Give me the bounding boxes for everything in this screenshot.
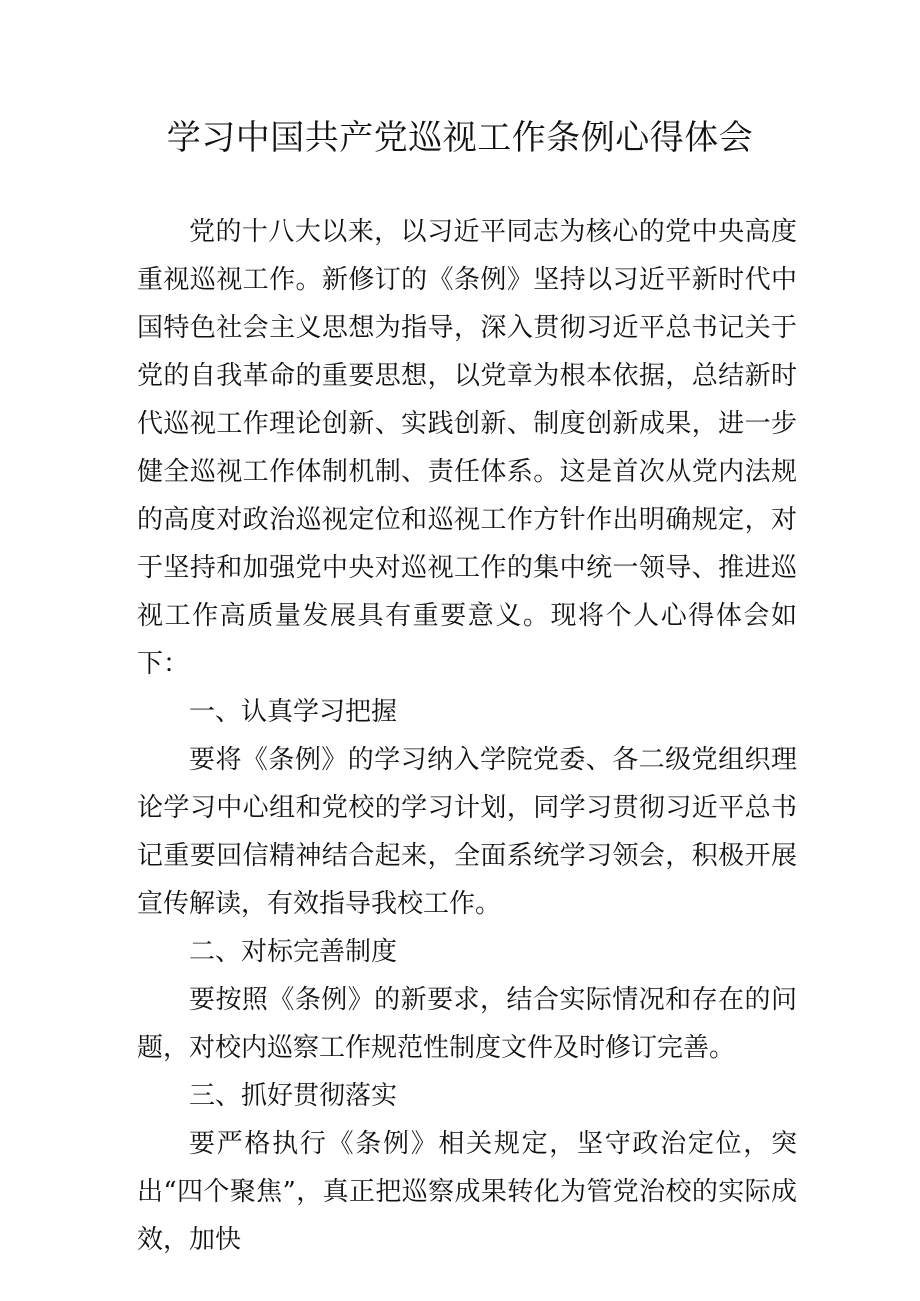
section-paragraph-2: 要按照《条例》的新要求，结合实际情况和存在的问题，对校内巡察工作规范性制度文件及时修订完善。 <box>137 985 797 1063</box>
section-heading-3: 三、抓好贯彻落实 <box>189 1081 398 1111</box>
intro-paragraph: 党的十八大以来，以习近平同志为核心的党中央高度重视巡视工作。新修订的《条例》坚持以习近平新时代中国特色社会主义思想为指导，深入贯彻习近平总书记关于党的自我革命的重要思想，以党章为根本依据，总结新时代巡视工作理论创新、实践创新、制度创新成果，进一步健全巡视工作体制机制、责任体系。这是首次从党内法规的高度对政治巡视定位和巡视工作方针作出明确规定，对于坚持和加强党中央对巡视工作的集中统一领导、推进巡视工作高质量发展具有重要意义。现将个人心得体会如下： <box>137 217 797 679</box>
section-paragraph-3: 要严格执行《条例》相关规定，坚守政治定位，突出“四个聚焦”，真正把巡察成果转化为管党治校的实际成效，加快 <box>137 1129 797 1255</box>
section-heading-1: 一、认真学习把握 <box>189 697 398 727</box>
document-body <box>137 208 797 1264</box>
document-title: 学习中国共产党巡视工作条例心得体会 <box>166 118 754 158</box>
section-heading-2: 二、对标完善制度 <box>189 937 398 967</box>
section-paragraph-1: 要将《条例》的学习纳入学院党委、各二级党组织理论学习中心组和党校的学习计划，同学习贯彻习近平总书记重要回信精神结合起来，全面系统学习领会，积极开展宣传解读，有效指导我校工作。 <box>137 745 797 919</box>
